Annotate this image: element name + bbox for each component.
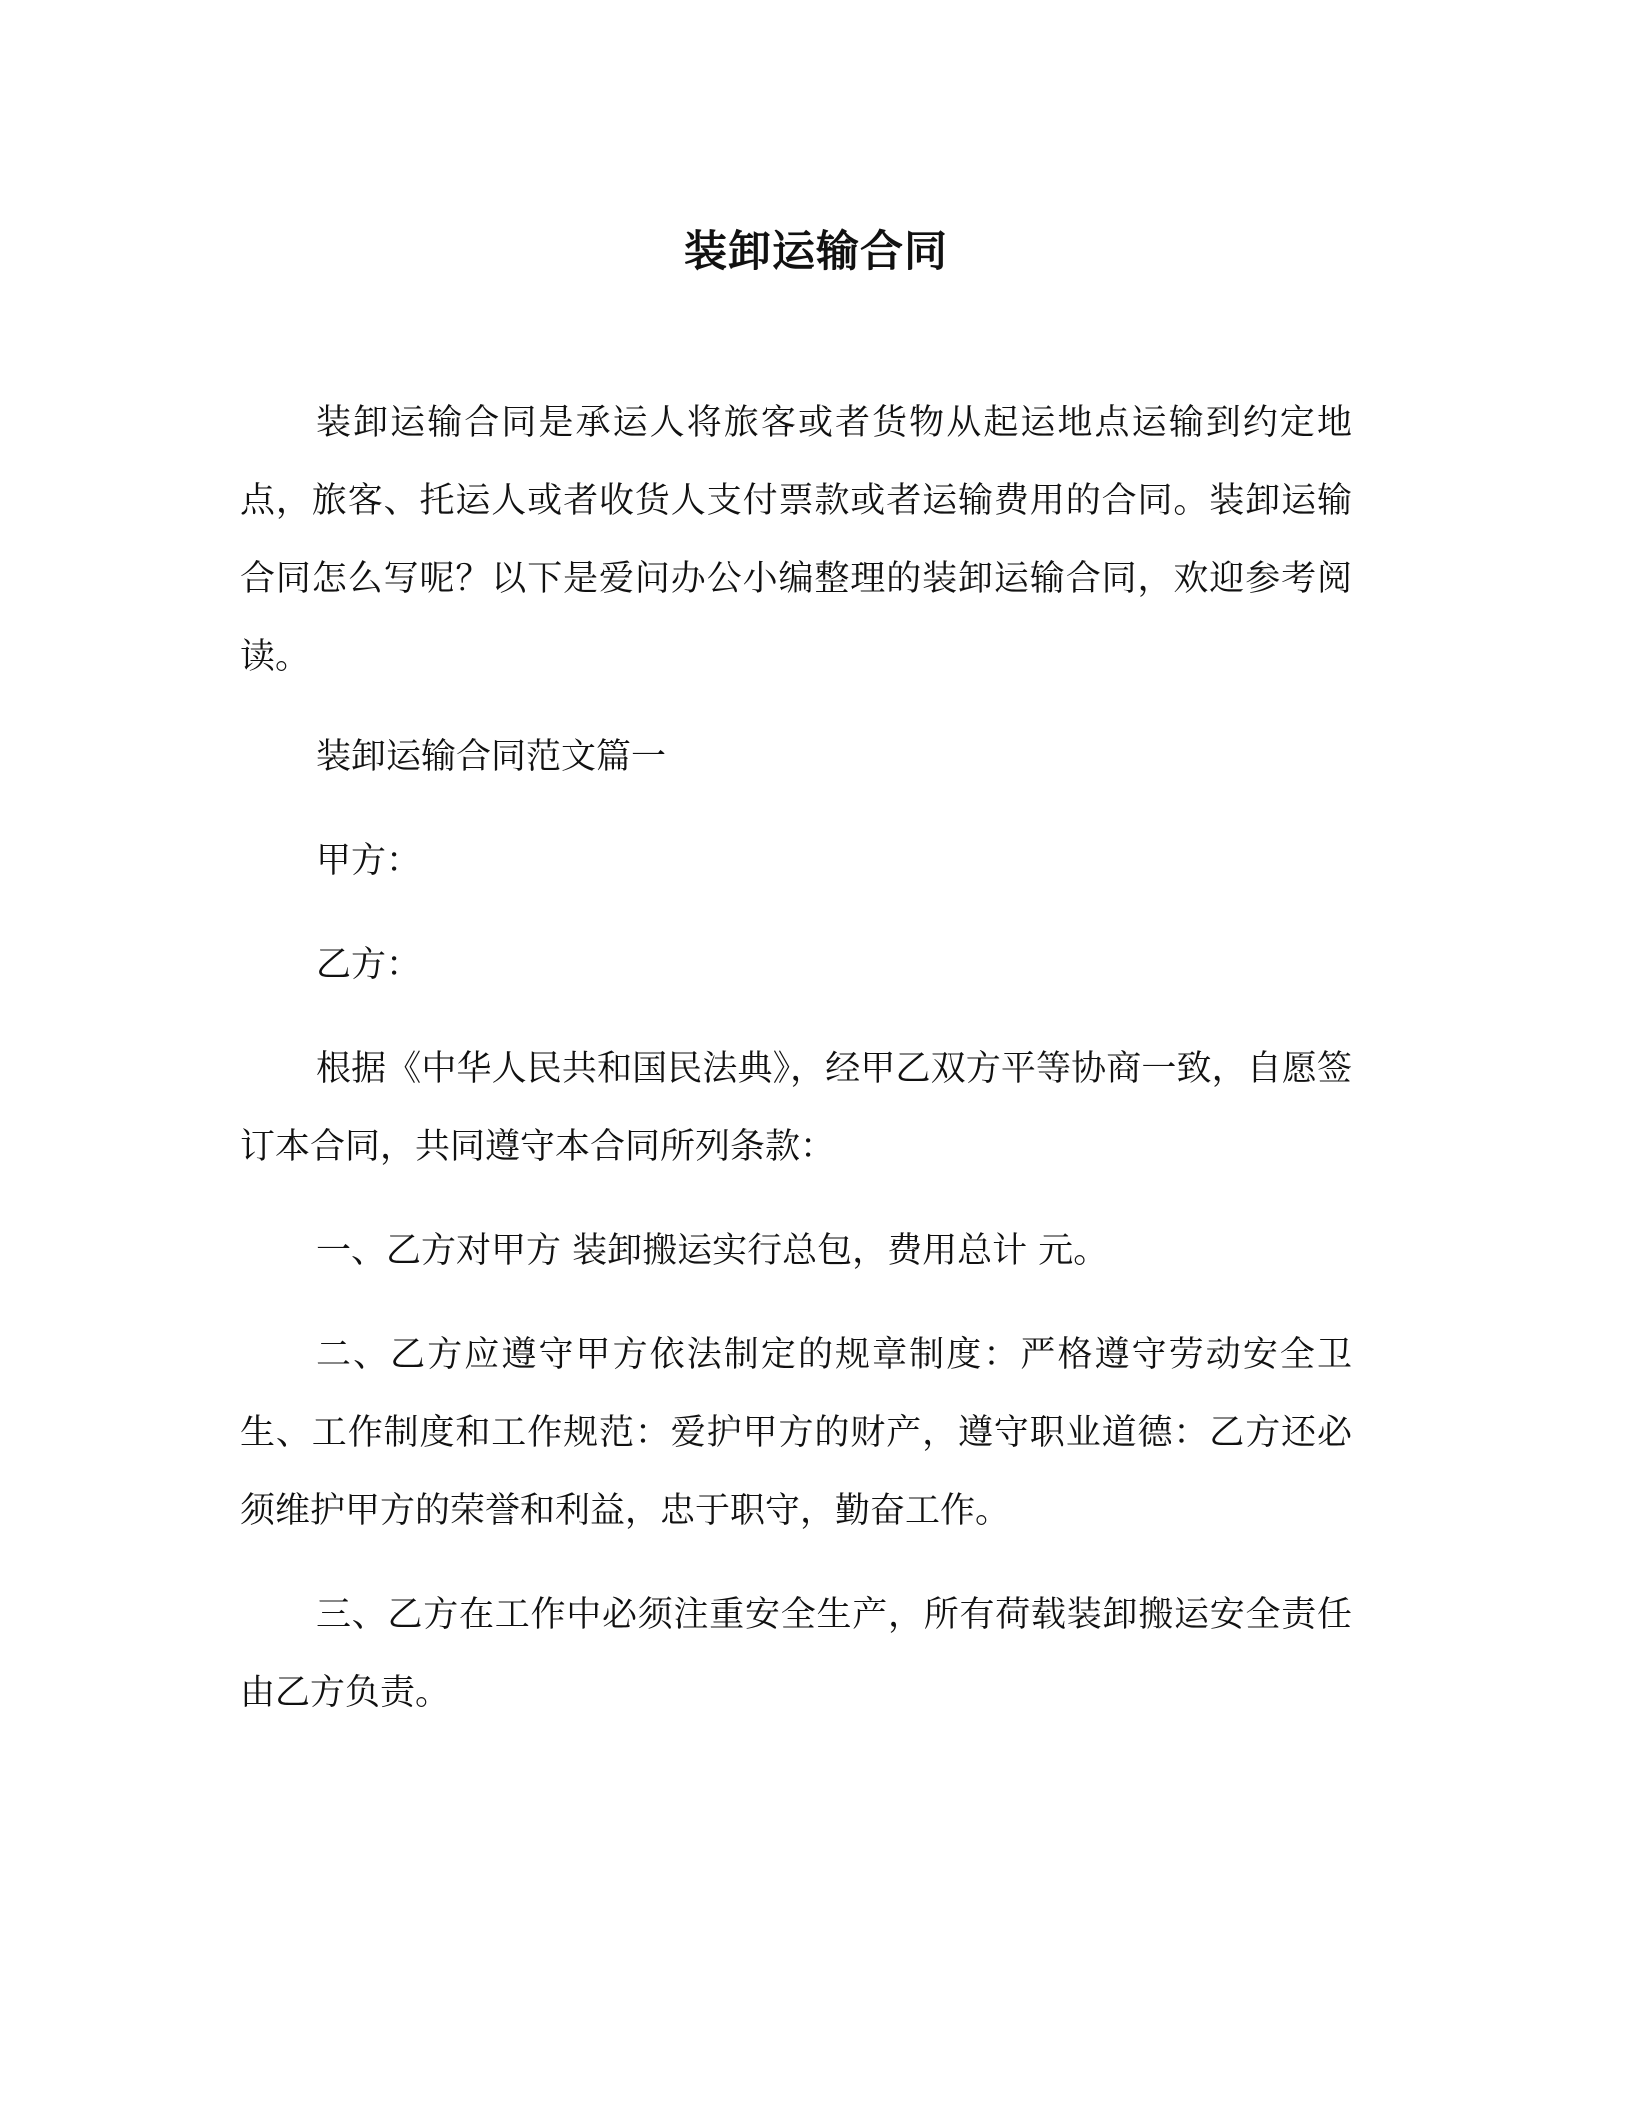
party-b-line: 乙方： — [316, 945, 422, 985]
party-a-line: 甲方： — [316, 841, 422, 881]
clause-1: 一、乙方对甲方 装卸搬运实行总包，费用总计 元。 — [316, 1231, 1109, 1271]
section-heading: 装卸运输合同范文篇一 — [316, 737, 667, 777]
clause-2: 二、乙方应遵守甲方依法制定的规章制度：严格遵守劳动安全卫生、工作制度和工作规范：爱护甲方的财产，遵守职业道德：乙方还必须维护甲方的荣誉和利益，忠于职守，勤奋工作。 — [240, 1335, 1352, 1531]
intro-paragraph: 装卸运输合同是承运人将旅客或者货物从起运地点运输到约定地点，旅客、托运人或者收货人支付票款或者运输费用的合同。装卸运输合同怎么写呢？以下是爱问办公小编整理的装卸运输合同，欢迎参考阅读。 — [240, 403, 1352, 677]
document-title: 装卸运输合同 — [684, 227, 948, 277]
clause-3: 三、乙方在工作中必须注重安全生产，所有荷载装卸搬运安全责任由乙方负责。 — [240, 1595, 1352, 1713]
legal-basis-paragraph: 根据《中华人民共和国民法典》，经甲乙双方平等协商一致，自愿签订本合同，共同遵守本合同所列条款： — [240, 1049, 1352, 1167]
